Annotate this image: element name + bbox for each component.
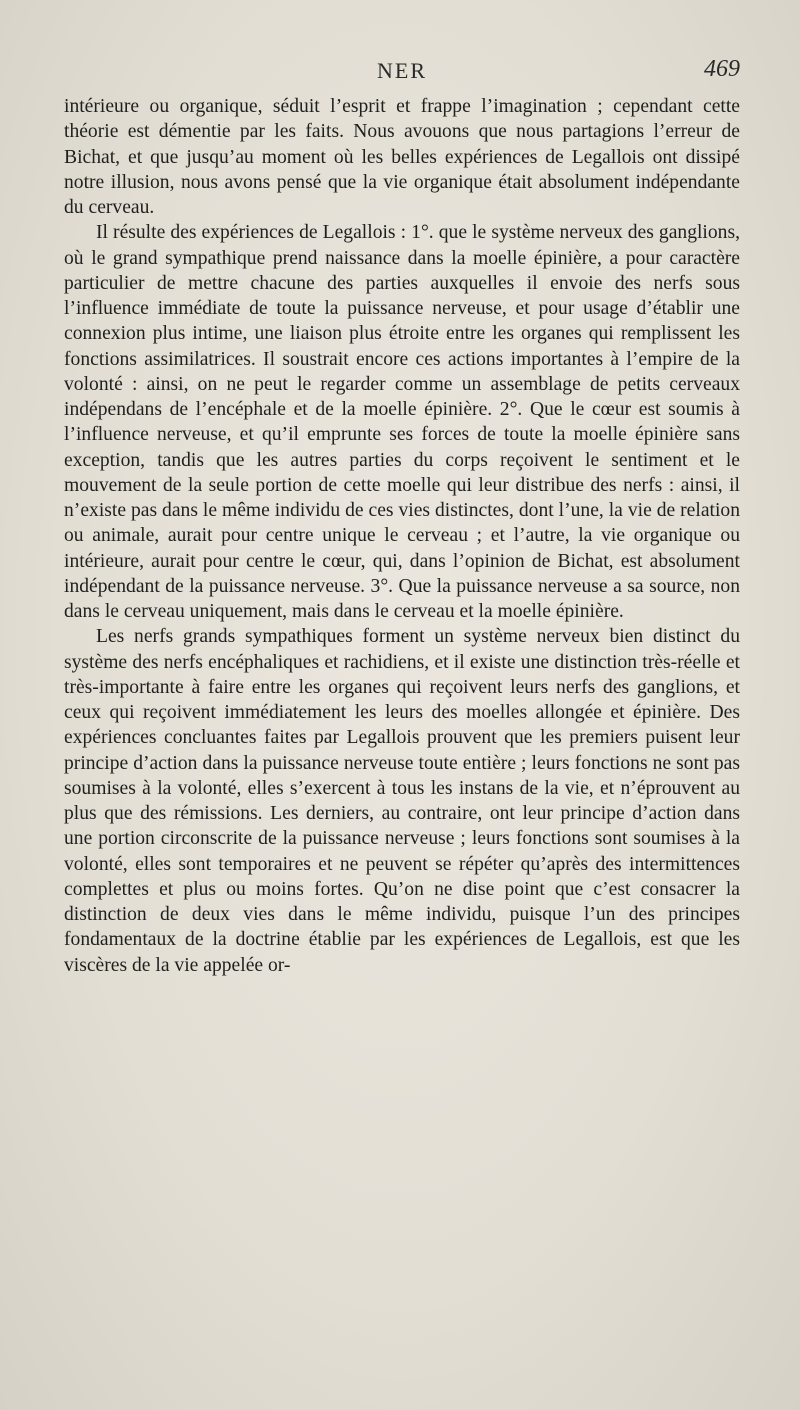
body-text bbox=[64, 94, 740, 978]
paragraph-legallois-results: Il résulte des expériences de Legallois : 1°. que le système nerveux des ganglions, où le grand sympathique prend naissance dans la moelle épinière, a pour caractère particulier de mettre chacune des parties auxquelles il envoie des nerfs sous l’influence immédiate de toute la puissance nerveuse, et pour usage d’établir une connexion plus intime, une liaison plus étroite entre les organes qui remplissent les fonctions assimilatrices. Il soustrait encore ces actions importantes à l’empire de la volonté : ainsi, on ne peut le regarder comme un assemblage de petits cerveaux indépendans de l’encéphale et de la moelle épinière. 2°. Que le cœur est soumis à l’influence nerveuse, et qu’il emprunte ses forces de toute la moelle épinière sans exception, tandis que les autres parties du corps reçoivent le sentiment et le mouvement de la seule portion de cette moelle qui leur distribue des nerfs : ainsi, il n’existe pas dans le même individu de ces vies distinctes, dont l’une, la vie de relation ou animale, aurait pour centre unique le cerveau ; et l’autre, la vie organique ou intérieure, aurait pour centre le cœur, qui, dans l’opinion de Bichat, est absolument indépendant de la puissance nerveuse. 3°. Que la puissance nerveuse a sa source, non dans le cerveau uniquement, mais dans le cerveau et la moelle épinière. bbox=[64, 222, 740, 622]
paragraph-continuation: intérieure ou organique, séduit l’esprit et frappe l’imagination ; cependant cette théorie est démentie par les faits. Nous avouons que nous partagions l’erreur de Bichat, et que jusqu’au moment où les belles expériences de Legallois ont dissipé notre illusion, nous avons pensé que la vie organique était absolument indépendante du cerveau. bbox=[64, 96, 740, 218]
running-head: NER bbox=[377, 58, 427, 83]
page-number: 469 bbox=[704, 56, 740, 82]
paragraph-sympathetic-nerves: Les nerfs grands sympathiques forment un système nerveux bien distinct du système des nerfs encéphaliques et rachidiens, et il existe une distinction très-réelle et très-importante à faire entre les organes qui reçoivent leurs nerfs des ganglions, et ceux qui reçoivent immédiatement les leurs des moelles allongée et épinière. Des expériences concluantes faites par Legallois prouvent que les premiers puisent leur principe d’action dans la puissance nerveuse toute entière ; leurs fonctions ne sont pas soumises à la volonté, elles s’exercent à tous les instans de la vie, et n’éprouvent au plus que des rémissions. Les derniers, au contraire, ont leur principe d’action dans une portion circonscrite de la puissance nerveuse ; leurs fonctions sont soumises à la volonté, elles sont temporaires et ne peuvent se répéter qu’après des intermittences complettes et plus ou moins fortes. Qu’on ne dise point que c’est consacrer la distinction de deux vies dans le même individu, puisque l’un des principes fondamentaux de la doctrine établie par les expériences de Legallois, est que les viscères de la vie appelée or- bbox=[64, 626, 740, 976]
page-header bbox=[64, 58, 740, 94]
